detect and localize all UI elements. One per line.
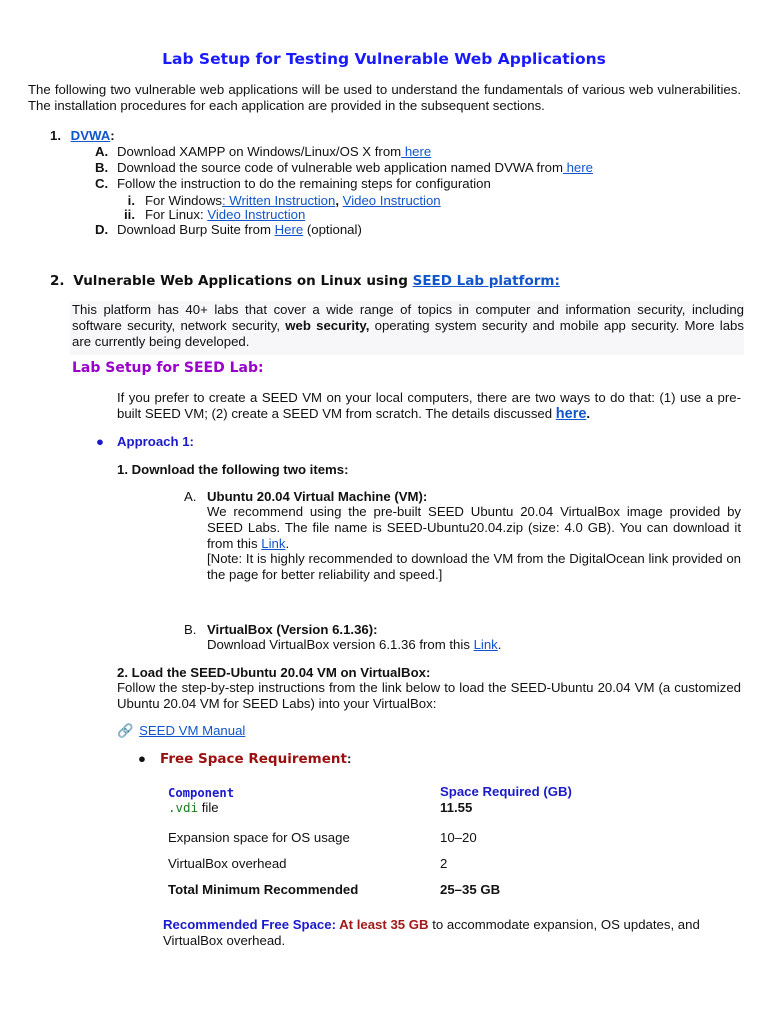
seed-setup-heading: Lab Setup for SEED Lab: [72,360,264,376]
list-item: B. Download the source code of vulnerable web application named DVWA from here [95,160,593,175]
intro-paragraph: The following two vulnerable web applications will be used to understand the fundamentals of various web vulnerabilities. The installation procedures for each application are provided in the subsequent sections. [28,82,741,113]
table-row: .vdi file [168,800,219,815]
approach-1-bullet: ● Approach 1: [96,434,194,449]
link-icon: 🔗 [117,723,134,738]
list-item: A. Download XAMPP on Windows/Linux/OS X from here [95,144,432,159]
page-title: Lab Setup for Testing Vulnerable Web Applications [162,50,606,68]
step-2-text: Follow the step-by-step instructions from the link below to load the SEED-Ubuntu 20.04 VM (a customized Ubuntu 20.04 VM for SEED Labs) into your VirtualBox: [117,680,741,711]
sub-item-windows: i. For Windows: Written Instruction, Video Instruction [127,193,441,208]
xampp-here-link[interactable]: here [401,144,432,159]
item-b-title: VirtualBox (Version 6.1.36): [207,622,378,637]
item-b-text: Download VirtualBox version 6.1.36 from this Link. [207,637,502,652]
table-row: Expansion space for OS usage 10–20 [168,830,477,845]
seed-setup-paragraph: If you prefer to create a SEED VM on your local computers, there are two ways to do that: (1) use a pre-built SEED VM; (2) create a SEED VM from scratch. The details discussed here. [117,390,741,422]
windows-written-instruction-link[interactable]: : Written Instruction [221,193,336,208]
sub-item-linux: ii. For Linux: Video Instruction [124,207,306,222]
col-space-header: Space Required (GB) [440,784,572,799]
step-1-heading: 1. Download the following two items: [117,462,349,477]
ubuntu-vm-link[interactable]: Link [261,535,286,551]
bullet-icon: ● [138,751,146,766]
seed-vm-manual [117,723,245,739]
burp-here-link[interactable]: Here [274,222,304,237]
platform-description: This platform has 40+ labs that cover a wide range of topics in computer and information security, including software security, network security, web security, operating system security and mobile app security. More labs are currently being developed. [70,301,744,355]
list-item: D. Download Burp Suite from Here (optional) [95,222,362,237]
item-a-title: Ubuntu 20.04 Virtual Machine (VM): [207,489,428,504]
item-a-note: [Note: It is highly recommended to download the VM from the DigitalOcean link provided on the page for better reliability and speed.] [207,551,741,582]
recommended-space-note: Recommended Free Space: At least 35 GB to accommodate expansion, OS updates, and VirtualBox overhead. [163,917,700,948]
windows-video-instruction-link[interactable]: Video Instruction [342,193,441,208]
col-component-header: Component [168,786,235,800]
item-a-letter: A. [184,489,197,504]
dvwa-link[interactable]: DVWA [70,128,111,143]
free-space-bullet: ● Free Space Requirement: [138,751,352,767]
linux-video-instruction-link[interactable]: Video Instruction [207,207,306,222]
bullet-icon: ● [96,434,104,449]
section2-heading: 2. Vulnerable Web Applications on Linux using SEED Lab platform: [50,273,560,289]
step-2-heading: 2. Load the SEED-Ubuntu 20.04 VM on VirtualBox: [117,665,431,680]
list-item: C. Follow the instruction to do the remaining steps for configuration [95,176,491,191]
space-table [168,784,608,908]
dvwa-source-here-link[interactable]: here [562,160,593,175]
seed-details-here-link[interactable]: here [555,405,587,422]
item-b-letter: B. [184,622,197,637]
table-row: VirtualBox overhead 2 [168,856,448,871]
seed-lab-platform-link[interactable]: SEED Lab platform: [412,273,560,289]
row-value: 11.55 [440,800,473,815]
section1-heading: 1. DVWA: [50,128,115,143]
seed-vm-manual-link[interactable]: SEED VM Manual [139,723,246,738]
virtualbox-link[interactable]: Link [473,637,498,652]
table-row: Total Minimum Recommended 25–35 GB [168,882,501,897]
item-a-text: We recommend using the pre-built SEED Ubuntu 20.04 VirtualBox image provided by SEED Labs. The file name is SEED-Ubuntu20.04.zip (size: 4.0 GB). You can download it from this Link. [207,504,741,551]
